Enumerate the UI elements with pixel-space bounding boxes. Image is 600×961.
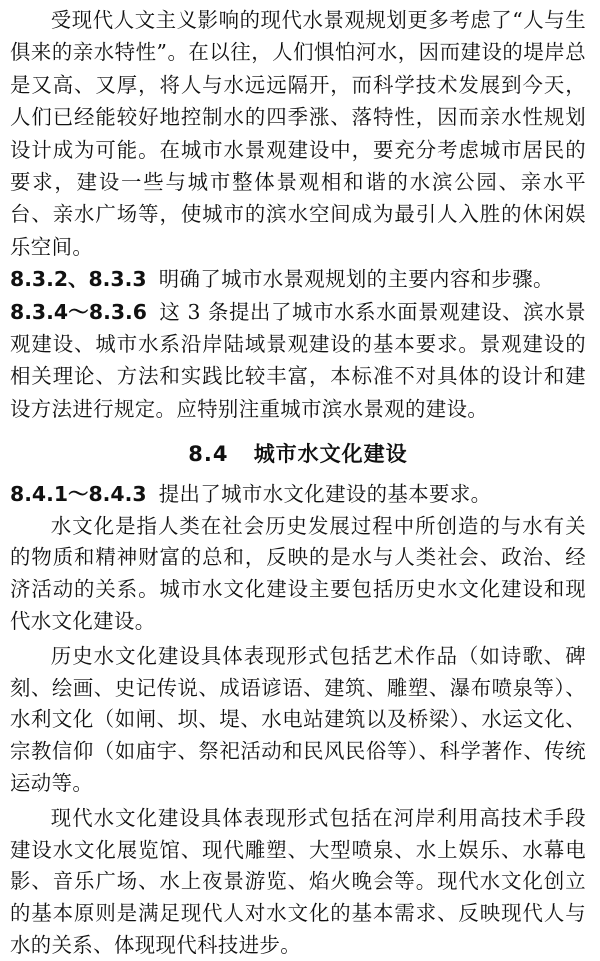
clause-text: 提出了城市水文化建设的基本要求。 bbox=[158, 482, 492, 507]
clause-text: 明确了城市水景观规划的主要内容和步骤。 bbox=[158, 267, 554, 292]
section-title: 城市水文化建设 bbox=[253, 442, 408, 467]
clause-8-3-4-8-3-6 bbox=[10, 296, 586, 426]
section-number: 8.4 bbox=[188, 442, 229, 467]
clause-number: 8.4.1～8.4.3 bbox=[10, 482, 147, 507]
paragraph-water-culture-definition: 水文化是指人类在社会历史发展过程中所创造的与水有关的物质和精神财富的总和，反映的是水与人类社会、政治、经济活动的关系。城市水文化建设主要包括历史水文化建设和现代水文化建设。 bbox=[10, 513, 586, 633]
paragraph-modern-water-culture: 现代水文化建设具体表现形式包括在河岸利用高技术手段建设水文化展览馆、现代雕塑、大型喷泉、水上娱乐、水幕电影、音乐广场、水上夜景游览、焰火晚会等。现代水文化创立的基本原则是满足现代人对水文化的基本需求、反映现代人与水的关系、体现现代科技进步。 bbox=[10, 806, 586, 957]
clause-text: 这 3 条提出了城市水系水面景观建设、滨水景观建设、城市水系沿岸陆域景观建设的基本要求。景观建设的相关理论、方法和实践比较丰富，本标准不对具体的设计和建设方法进行规定。应特别注重城市滨水景观的建设。 bbox=[10, 299, 586, 421]
clause-8-3-2-8-3-3 bbox=[10, 263, 586, 295]
clause-8-4-1-8-4-3 bbox=[10, 479, 586, 511]
clause-number: 8.3.2、8.3.3 bbox=[10, 267, 147, 292]
clause-number: 8.3.4～8.3.6 bbox=[10, 299, 147, 324]
paragraph-humanism-waterfront: 受现代人文主义影响的现代水景观规划更多考虑了“人与生俱来的亲水特性”。在以往，人们惧怕河水，因而建设的堤岸总是又高、又厚，将人与水远远隔开，而科学技术发展到今天，人们已经能较好地控制水的四季涨、落特性，因而亲水性规划设计成为可能。在城市水景观建设中，要充分考虑城市居民的要求，建设一些与城市整体景观相和谐的水滨公园、亲水平台、亲水广场等，使城市的滨水空间成为最引人入胜的休闲娱乐空间。 bbox=[10, 8, 586, 259]
paragraph-historical-water-culture: 历史水文化建设具体表现形式包括艺术作品（如诗歌、碑刻、绘画、史记传说、成语谚语、建筑、雕塑、瀑布喷泉等）、水利文化（如闸、坝、堤、水电站建筑以及桥梁）、水运文化、宗教信仰（如庙宇、祭祀活动和民风民俗等）、科学著作、传统运动等。 bbox=[10, 644, 586, 795]
section-heading-8-4 bbox=[10, 439, 586, 469]
